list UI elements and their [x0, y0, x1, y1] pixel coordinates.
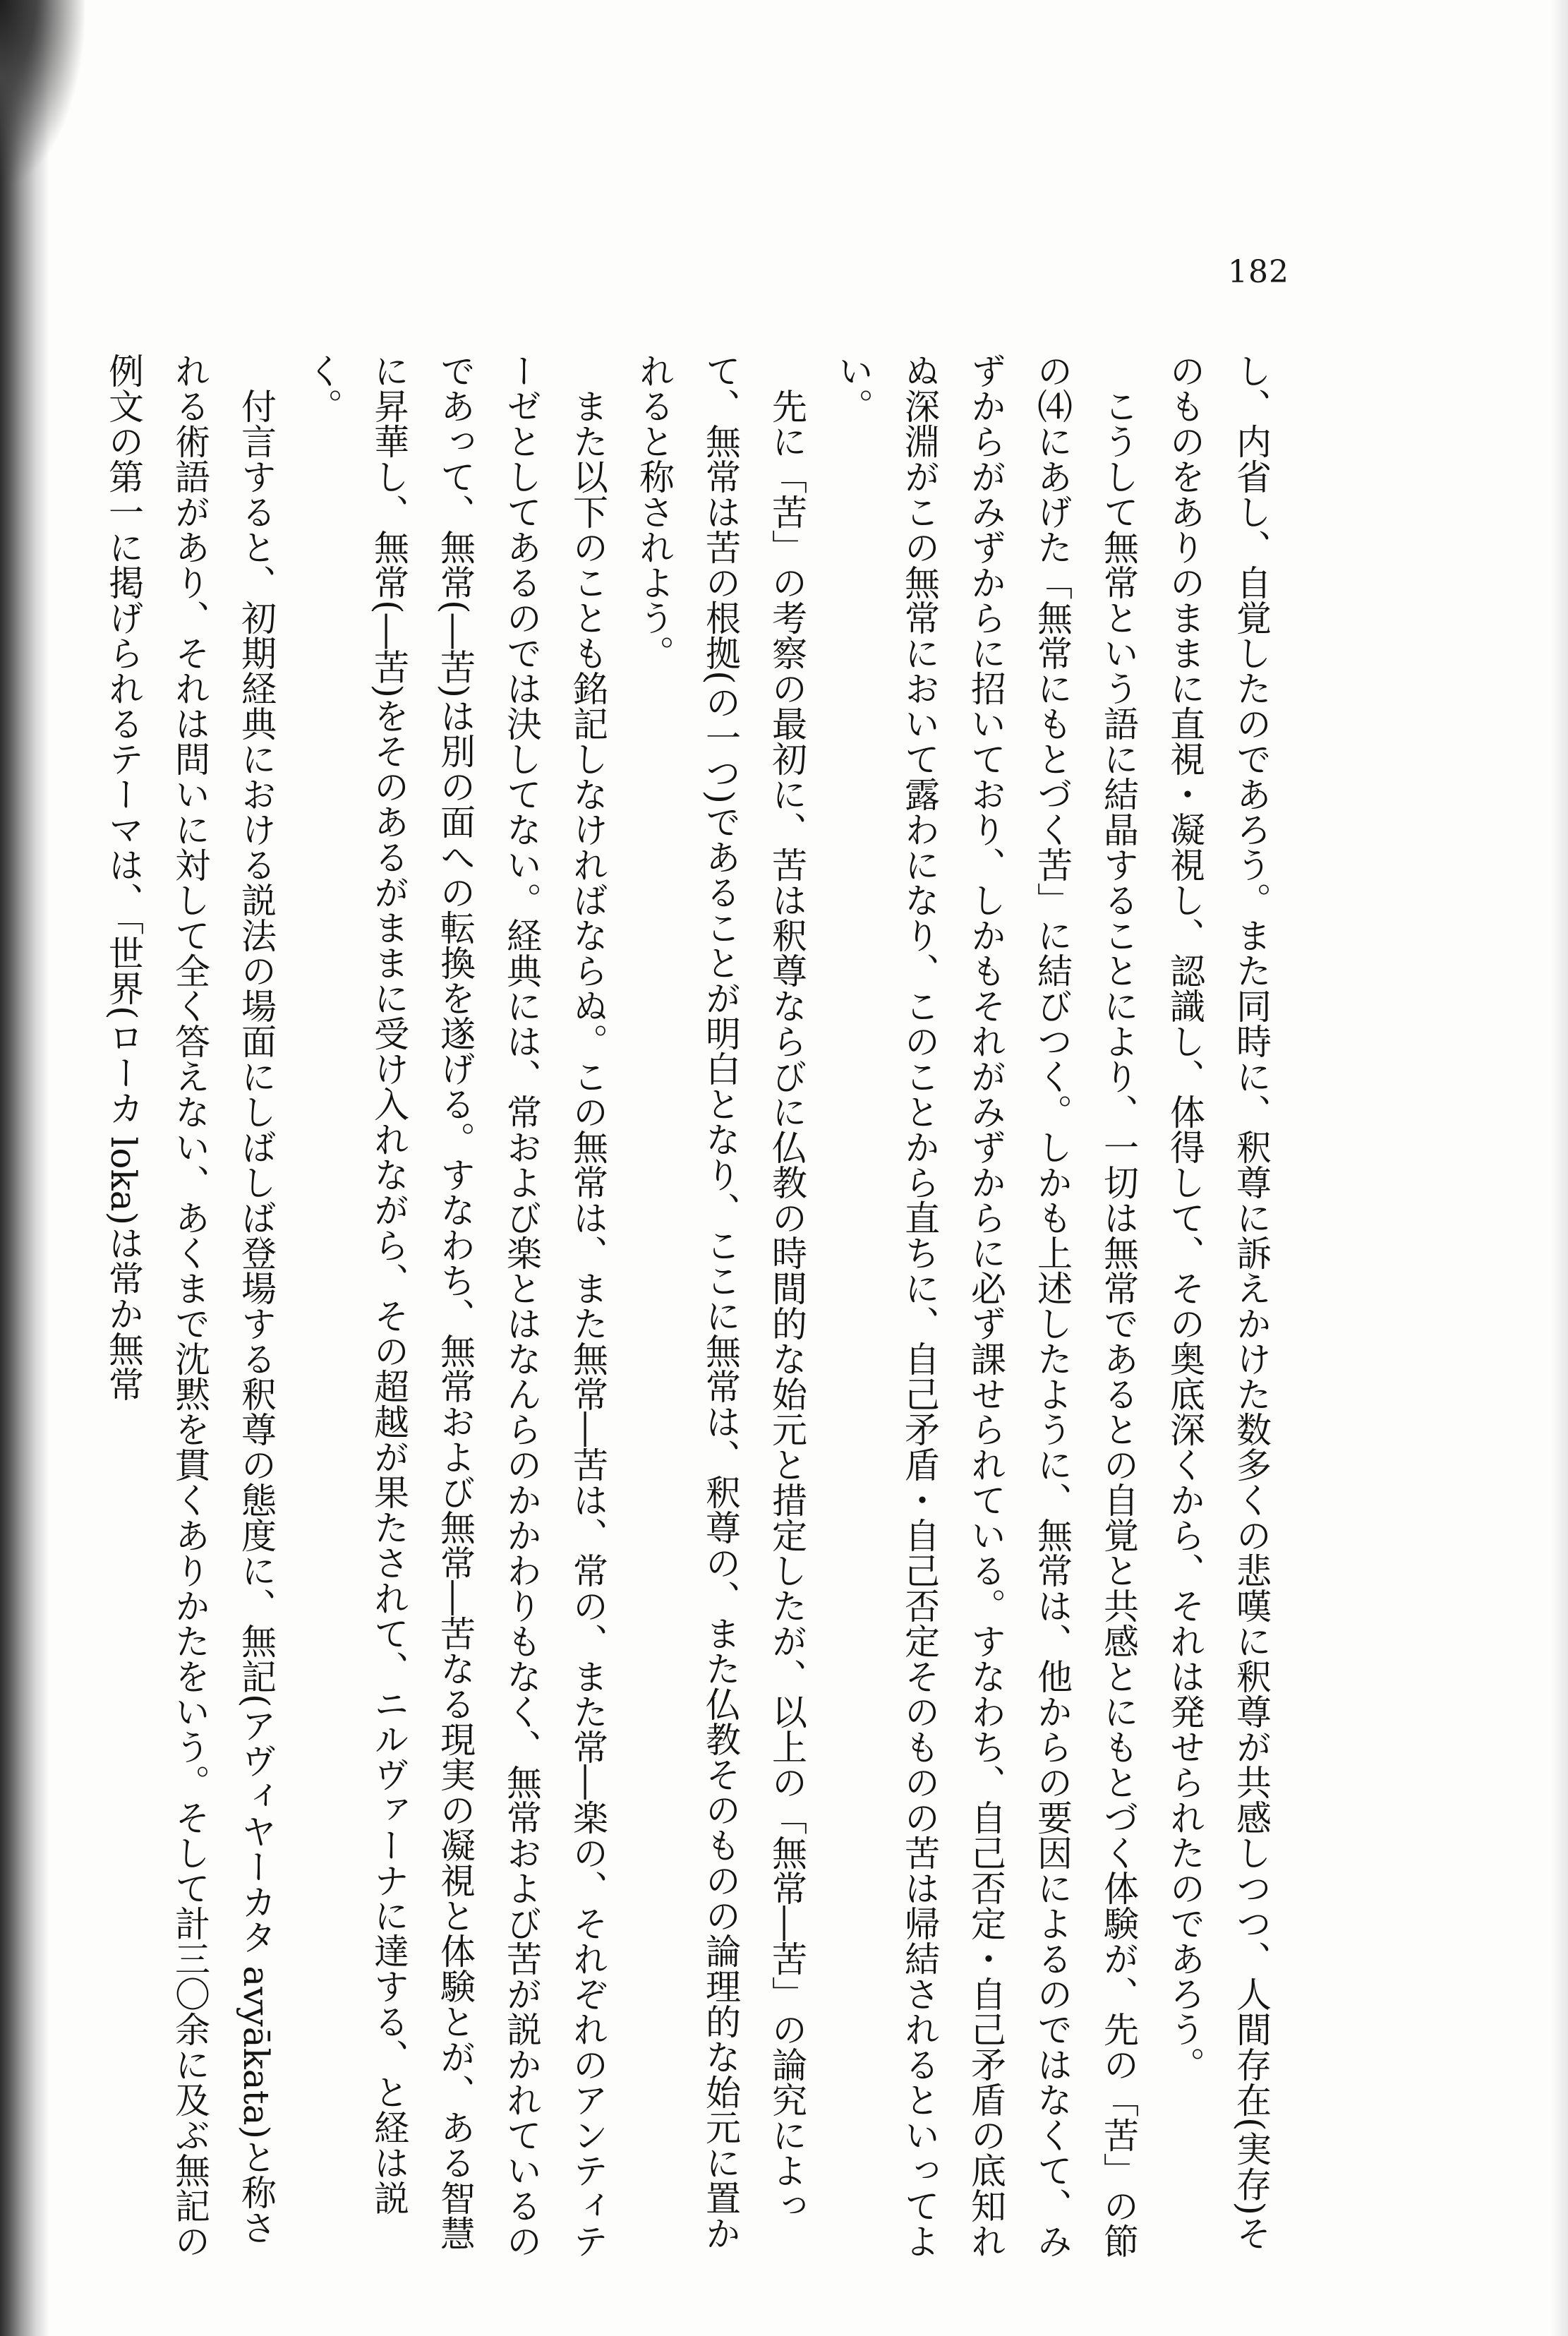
paragraph-4: また以下のことも銘記しなければならぬ。この無常は、また無常―苦は、常の、また常―楽の、それぞれのアンティテーゼとしてあるのでは決してない。経典には、常および楽とはなんらのかかわりもなく、無常および苦が説かれているのであって、無常(―苦)は別の面への転換を遂げる。すなわち、無常および無常―苦なる現実の凝視と体験とが、ある智慧に昇華し、無常(―苦)をそのあるがままに受け入れながら、その超越が果たされて、ニルヴァーナに達する、と経は説く。	[302, 353, 608, 2258]
vertical-text-body	[71, 353, 1284, 2272]
page-edge	[1551, 0, 1568, 2336]
paragraph-3: 先に「苦」の考察の最初に、苦は釈尊ならびに仏教の時間的な始元と措定したが、以上の「無常―苦」の論究によって、無常は苦の根拠(の一つ)であることが明白となり、ここに無常は、釈尊の、また仏教そのものの論理的な始元に置かれると称されよう。	[634, 353, 807, 2251]
gutter-shadow	[0, 0, 49, 2336]
paragraph-2: こうして無常という語に結晶することにより、一切は無常であるとの自覚と共感とにもとづく体験が、先の「苦」の節の⑷にあげた「無常にもとづく苦」に結びつく。しかも上述したように、無常は、他からの要因によるのではなくて、みずからがみずからに招いており、しかもそれがみずからに必ず課せられている。すなわち、自己否定・自己矛盾の底知れぬ深淵がこの無常において露わになり、このことから直ちに、自己矛盾・自己否定そのものの苦は帰結されるといってよい。	[833, 353, 1139, 2258]
gutter-corner-shadow	[0, 0, 85, 183]
page-number: 182	[1228, 254, 1289, 290]
paragraph-5: 付言すると、初期経典における説法の場面にしばしば登場する釈尊の態度に、無記(アヴィヤーカタ avyākata)と称される術語があり、それは問いに対して全く答えない、あくまで沈黙を貫くありかたをいう。そして計三〇余に及ぶ無記の例文の第一に掲げられるテーマは、「世界(ローカ loka)は常か無常	[103, 353, 277, 2258]
paragraph-1: し、内省し、自覚したのであろう。また同時に、釈尊に訴えかけた数多くの悲嘆に釈尊が共感しつつ、人間存在(実存)そのものをありのままに直視・凝視し、認識し、体得して、その奥底深くから、それは発せられたのであろう。	[1164, 353, 1272, 2251]
